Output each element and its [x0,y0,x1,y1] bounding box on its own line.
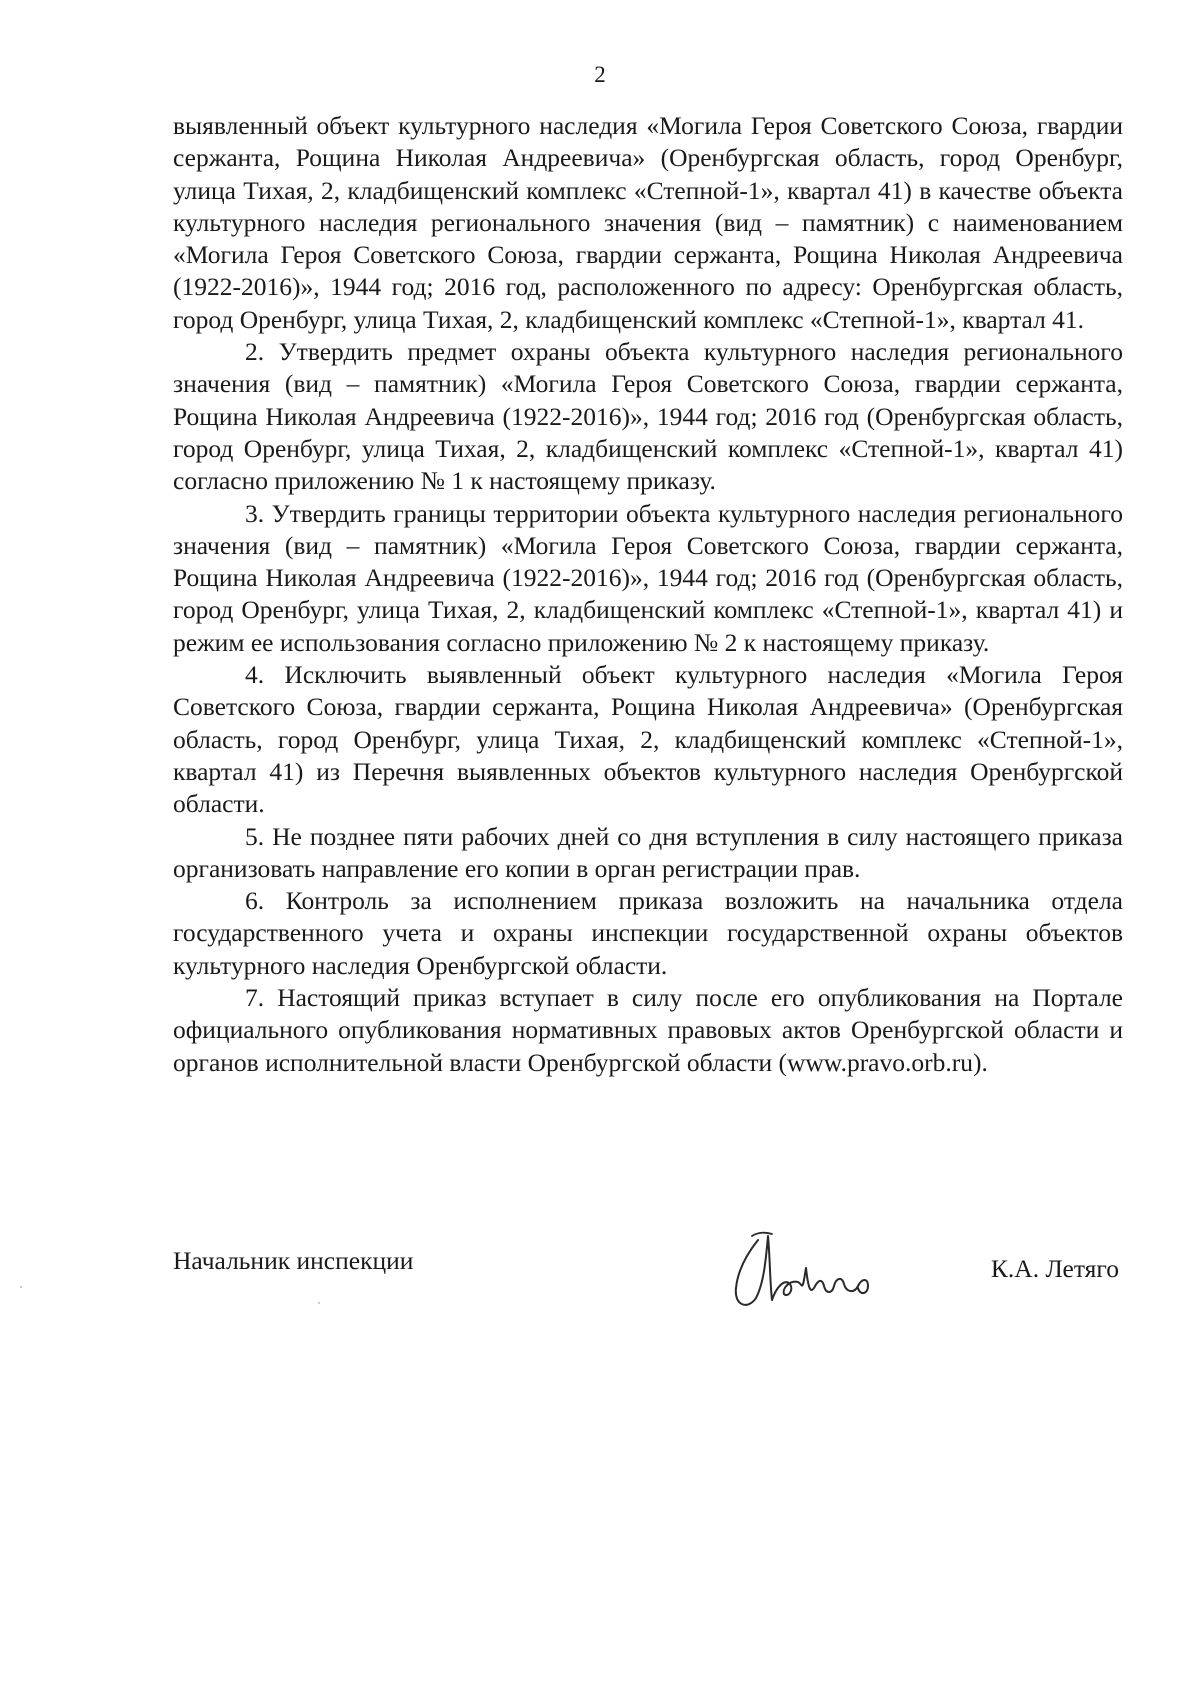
page-number: 2 [594,62,606,87]
paragraph-7: 7. Настоящий приказ вступает в силу после его опубликования на Портале официального опубликования нормативных правовых актов Оренбургской области и органов исполнительной власти Оренбургской области (www.pravo.orb.ru). [173,983,1123,1077]
signatory-name: К.А. Летяго [990,1254,1119,1283]
paragraph-6: 6. Контроль за исполнением приказа возложить на начальника отдела государственного учета и охраны инспекции государственной охраны объектов культурного наследия Оренбургской области. [173,886,1123,980]
scan-speck [318,1302,320,1304]
paragraph-5: 5. Не позднее пяти рабочих дней со дня вступления в силу настоящего приказа организовать направление его копии в орган регистрации прав. [173,821,1123,883]
scan-speck [20,1286,22,1288]
paragraph-1-continuation: выявленный объект культурного наследия «Могила Героя Советского Союза, гвардии сержанта, Рощина Николая Андреевича» (Оренбургская область, город Оренбург, улица Тихая, 2, кладбищенский комплекс «Степной-1», квартал 41) в качестве объекта культурного наследия регионального значения (вид – памятник) с наименованием «Могила Героя Советского Союза, гвардии сержанта, Рощина Николая Андреевича (1922-2016)», 1944 год; 2016 год, расположенного по адресу: Оренбургская область, город Оренбург, улица Тихая, 2, кладбищенский комплекс «Степной-1», квартал 41. [173,111,1123,334]
signatory-position: Начальник инспекции [173,1246,414,1275]
document-body [173,110,1123,1079]
signature-block [173,1236,1123,1326]
paragraph-3: 3. Утвердить границы территории объекта культурного наследия регионального значения (вид – памятник) «Могила Героя Советского Союза, гвардии сержанта, Рощина Николая Андреевича (1922-2016)», 1944 год; 2016 год (Оренбургская область, город Оренбург, улица Тихая, 2, кладбищенский комплекс «Степной-1», квартал 41) и режим ее использования согласно приложению № 2 к настоящему приказу. [173,498,1123,657]
paragraph-2: 2. Утвердить предмет охраны объекта культурного наследия регионального значения (вид – памятник) «Могила Героя Советского Союза, гвардии сержанта, Рощина Николая Андреевича (1922-2016)», 1944 год; 2016 год (Оренбургская область, город Оренбург, улица Тихая, 2, кладбищенский комплекс «Степной-1», квартал 41) согласно приложению № 1 к настоящему приказу. [173,337,1123,496]
handwritten-signature [728,1228,898,1318]
paragraph-4: 4. Исключить выявленный объект культурного наследия «Могила Героя Советского Союза, гвардии сержанта, Рощина Николая Андреевича» (Оренбургская область, город Оренбург, улица Тихая, 2, кладбищенский комплекс «Степной-1», квартал 41) из Перечня выявленных объектов культурного наследия Оренбургской области. [173,660,1123,819]
